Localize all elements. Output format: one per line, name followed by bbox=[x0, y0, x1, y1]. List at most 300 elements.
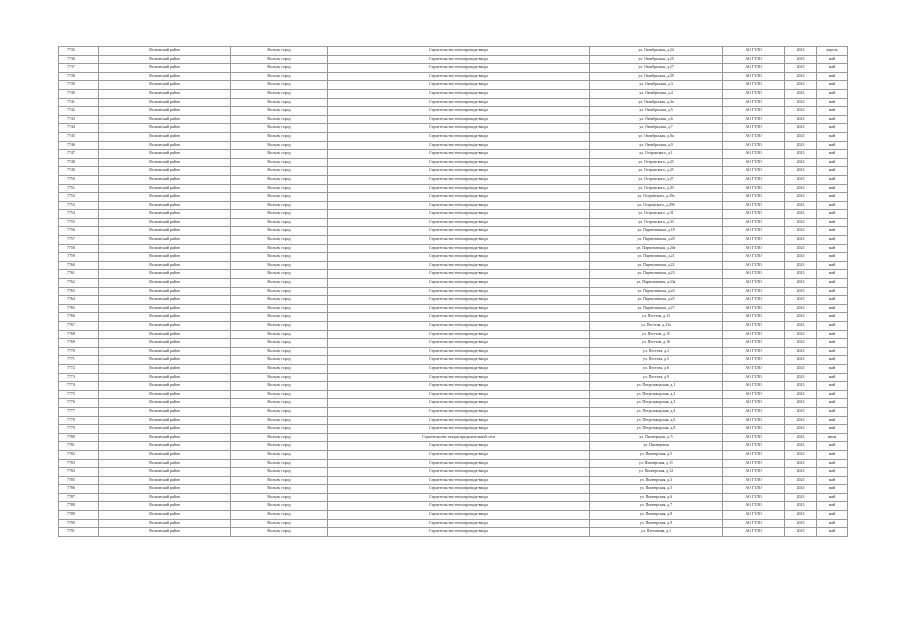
year-cell: 2023 bbox=[785, 433, 817, 442]
address-cell: ул. Пионерская, д.5 bbox=[590, 450, 723, 459]
work-type-cell: Строительство теплопровода-ввода bbox=[328, 55, 590, 64]
year-cell: 2023 bbox=[785, 158, 817, 167]
address-cell: ул. Островского, д.27 bbox=[590, 175, 723, 184]
settlement-cell: Волхов, город bbox=[231, 450, 328, 459]
address-cell: ул. Пионерская, д. 5 bbox=[590, 433, 723, 442]
address-cell: ул. Октябрьская, д.27 bbox=[590, 64, 723, 73]
settlement-cell: Волхов, город bbox=[231, 296, 328, 305]
table-row bbox=[59, 442, 848, 451]
settlement-cell: Волхов, город bbox=[231, 347, 328, 356]
work-type-cell: Строительство теплопровода-ввода bbox=[328, 339, 590, 348]
month-cell: май bbox=[817, 287, 848, 296]
year-cell: 2023 bbox=[785, 72, 817, 81]
district-cell: Волховский район bbox=[99, 72, 231, 81]
work-type-cell: Строительство теплопровода-ввода bbox=[328, 468, 590, 477]
district-cell: Волховский район bbox=[99, 493, 231, 502]
row-number: 7765 bbox=[59, 304, 99, 313]
work-type-cell: Строительство теплопровода-ввода bbox=[328, 227, 590, 236]
contractor-cell: АО ГТЛО bbox=[723, 115, 785, 124]
month-cell: май bbox=[817, 442, 848, 451]
table-row bbox=[59, 270, 848, 279]
district-cell: Волховский район bbox=[99, 450, 231, 459]
district-cell: Волховский район bbox=[99, 304, 231, 313]
settlement-cell: Волхов, город bbox=[231, 141, 328, 150]
settlement-cell: Волхов, город bbox=[231, 425, 328, 434]
month-cell: май bbox=[817, 270, 848, 279]
table-row bbox=[59, 425, 848, 434]
row-number: 7771 bbox=[59, 356, 99, 365]
work-type-cell: Строительство теплопровода-ввода bbox=[328, 124, 590, 133]
table-row bbox=[59, 227, 848, 236]
district-cell: Волховский район bbox=[99, 270, 231, 279]
settlement-cell: Волхов, город bbox=[231, 356, 328, 365]
contractor-cell: АО ГТЛО bbox=[723, 511, 785, 520]
table-row bbox=[59, 459, 848, 468]
year-cell: 2023 bbox=[785, 287, 817, 296]
month-cell: май bbox=[817, 141, 848, 150]
address-cell: ул. Пионерская, д.12 bbox=[590, 468, 723, 477]
contractor-cell: АО ГТЛО bbox=[723, 175, 785, 184]
month-cell: май bbox=[817, 124, 848, 133]
work-type-cell: Строительство теплопровода-ввода bbox=[328, 450, 590, 459]
month-cell: май bbox=[817, 81, 848, 90]
work-type-cell: Строительство теплопровода-ввода bbox=[328, 253, 590, 262]
table-row bbox=[59, 347, 848, 356]
work-type-cell: Строительство теплопровода-ввода bbox=[328, 459, 590, 468]
work-type-cell: Строительство теплопровода-ввода bbox=[328, 425, 590, 434]
table-row bbox=[59, 184, 848, 193]
address-cell: ул. Пестеля, д.15 bbox=[590, 330, 723, 339]
table-row bbox=[59, 364, 848, 373]
contractor-cell: АО ГТЛО bbox=[723, 313, 785, 322]
work-type-cell: Строительство теплопровода-ввода bbox=[328, 528, 590, 537]
contractor-cell: АО ГТЛО bbox=[723, 227, 785, 236]
table-row bbox=[59, 450, 848, 459]
district-cell: Волховский район bbox=[99, 519, 231, 528]
settlement-cell: Волхов, город bbox=[231, 175, 328, 184]
work-type-cell: Строительство теплопровода-ввода bbox=[328, 244, 590, 253]
row-number: 7774 bbox=[59, 382, 99, 391]
table-row bbox=[59, 47, 848, 56]
district-cell: Волховский район bbox=[99, 167, 231, 176]
row-number: 7764 bbox=[59, 296, 99, 305]
table-row bbox=[59, 150, 848, 159]
row-number: 7757 bbox=[59, 236, 99, 245]
year-cell: 2023 bbox=[785, 124, 817, 133]
table-row bbox=[59, 279, 848, 288]
settlement-cell: Волхов, город bbox=[231, 416, 328, 425]
address-cell: ул. Октябрьская, д.24 bbox=[590, 47, 723, 56]
works-table-body bbox=[59, 47, 848, 537]
work-type-cell: Строительство теплопровода-ввода bbox=[328, 364, 590, 373]
address-cell: ул. Октябрьская, д.25 bbox=[590, 55, 723, 64]
month-cell: май bbox=[817, 115, 848, 124]
contractor-cell: АО ГТЛО bbox=[723, 373, 785, 382]
year-cell: 2023 bbox=[785, 416, 817, 425]
work-type-cell: Строительство теплопровода-ввода bbox=[328, 218, 590, 227]
year-cell: 2023 bbox=[785, 330, 817, 339]
work-type-cell: Строительство теплопровода-ввода bbox=[328, 330, 590, 339]
work-type-cell: Строительство теплопровода-ввода bbox=[328, 193, 590, 202]
month-cell: май bbox=[817, 158, 848, 167]
contractor-cell: АО ГТЛО bbox=[723, 270, 785, 279]
table-row bbox=[59, 296, 848, 305]
district-cell: Волховский район bbox=[99, 313, 231, 322]
year-cell: 2023 bbox=[785, 236, 817, 245]
row-number: 7787 bbox=[59, 493, 99, 502]
year-cell: 2023 bbox=[785, 261, 817, 270]
year-cell: 2023 bbox=[785, 304, 817, 313]
contractor-cell: АО ГТЛО bbox=[723, 450, 785, 459]
address-cell: ул. Октябрьская, д.4 bbox=[590, 89, 723, 98]
district-cell: Волховский район bbox=[99, 468, 231, 477]
district-cell: Волховский район bbox=[99, 296, 231, 305]
month-cell: май bbox=[817, 210, 848, 219]
work-type-cell: Строительство теплопровода-ввода bbox=[328, 107, 590, 116]
address-cell: ул. Петрозаводская, д.1 bbox=[590, 382, 723, 391]
year-cell: 2023 bbox=[785, 450, 817, 459]
month-cell: май bbox=[817, 425, 848, 434]
district-cell: Волховский район bbox=[99, 175, 231, 184]
table-row bbox=[59, 485, 848, 494]
row-number: 7756 bbox=[59, 227, 99, 236]
settlement-cell: Волхов, город bbox=[231, 476, 328, 485]
work-type-cell: Строительство теплопровода-ввода bbox=[328, 270, 590, 279]
address-cell: ул. Пионерская, д.8 bbox=[590, 511, 723, 520]
address-cell: ул. Октябрьская, д.4а bbox=[590, 98, 723, 107]
month-cell: май bbox=[817, 150, 848, 159]
row-number: 7772 bbox=[59, 364, 99, 373]
month-cell: май bbox=[817, 356, 848, 365]
settlement-cell: Волхов, город bbox=[231, 89, 328, 98]
contractor-cell: АО ГТЛО bbox=[723, 261, 785, 270]
month-cell: июль bbox=[817, 433, 848, 442]
settlement-cell: Волхов, город bbox=[231, 304, 328, 313]
settlement-cell: Волхов, город bbox=[231, 364, 328, 373]
year-cell: 2023 bbox=[785, 210, 817, 219]
contractor-cell: АО ГТЛО bbox=[723, 304, 785, 313]
row-number: 7750 bbox=[59, 175, 99, 184]
district-cell: Волховский район bbox=[99, 132, 231, 141]
settlement-cell: Волхов, город bbox=[231, 193, 328, 202]
month-cell: май bbox=[817, 373, 848, 382]
row-number: 7759 bbox=[59, 253, 99, 262]
district-cell: Волховский район bbox=[99, 227, 231, 236]
work-type-cell: Строительство теплопровода-ввода bbox=[328, 98, 590, 107]
district-cell: Волховский район bbox=[99, 322, 231, 331]
contractor-cell: АО ГТЛО bbox=[723, 72, 785, 81]
address-cell: ул. Островского, д.29а bbox=[590, 193, 723, 202]
work-type-cell: Строительство теплопровода-ввода bbox=[328, 373, 590, 382]
contractor-cell: АО ГТЛО bbox=[723, 339, 785, 348]
settlement-cell: Волхов, город bbox=[231, 407, 328, 416]
table-row bbox=[59, 528, 848, 537]
work-type-cell: Строительство теплопровода-ввода bbox=[328, 89, 590, 98]
month-cell: май bbox=[817, 330, 848, 339]
work-type-cell: Строительство теплопровода-ввода bbox=[328, 322, 590, 331]
address-cell: ул. Партизанская, д.25 bbox=[590, 296, 723, 305]
row-number: 7788 bbox=[59, 502, 99, 511]
year-cell: 2023 bbox=[785, 253, 817, 262]
year-cell: 2023 bbox=[785, 459, 817, 468]
row-number: 7744 bbox=[59, 124, 99, 133]
address-cell: ул. Партизанская, д.21 bbox=[590, 253, 723, 262]
contractor-cell: АО ГТЛО bbox=[723, 519, 785, 528]
contractor-cell: АО ГТЛО bbox=[723, 236, 785, 245]
month-cell: май bbox=[817, 201, 848, 210]
address-cell: ул. Островского, д.23 bbox=[590, 158, 723, 167]
table-row bbox=[59, 373, 848, 382]
year-cell: 2023 bbox=[785, 485, 817, 494]
row-number: 7777 bbox=[59, 407, 99, 416]
year-cell: 2023 bbox=[785, 407, 817, 416]
district-cell: Волховский район bbox=[99, 416, 231, 425]
table-row bbox=[59, 244, 848, 253]
row-number: 7754 bbox=[59, 210, 99, 219]
year-cell: 2023 bbox=[785, 244, 817, 253]
table-row bbox=[59, 124, 848, 133]
contractor-cell: АО ГТЛО bbox=[723, 132, 785, 141]
address-cell: ул. Петрозаводская, д.8 bbox=[590, 425, 723, 434]
month-cell: май bbox=[817, 98, 848, 107]
table-row bbox=[59, 493, 848, 502]
row-number: 7769 bbox=[59, 339, 99, 348]
year-cell: 2023 bbox=[785, 184, 817, 193]
settlement-cell: Волхов, город bbox=[231, 330, 328, 339]
row-number: 7781 bbox=[59, 442, 99, 451]
work-type-cell: Строительство теплопровода-ввода bbox=[328, 407, 590, 416]
work-type-cell: Строительство газораспределительной сети bbox=[328, 433, 590, 442]
address-cell: ул. Островского, д.25 bbox=[590, 167, 723, 176]
district-cell: Волховский район bbox=[99, 356, 231, 365]
settlement-cell: Волхов, город bbox=[231, 485, 328, 494]
settlement-cell: Волхов, город bbox=[231, 382, 328, 391]
settlement-cell: Волхов, город bbox=[231, 107, 328, 116]
table-row bbox=[59, 407, 848, 416]
work-type-cell: Строительство теплопровода-ввода bbox=[328, 261, 590, 270]
month-cell: май bbox=[817, 296, 848, 305]
work-type-cell: Строительство теплопровода-ввода bbox=[328, 511, 590, 520]
row-number: 7789 bbox=[59, 511, 99, 520]
settlement-cell: Волхов, город bbox=[231, 72, 328, 81]
work-type-cell: Строительство теплопровода-ввода bbox=[328, 416, 590, 425]
district-cell: Волховский район bbox=[99, 399, 231, 408]
row-number: 7742 bbox=[59, 107, 99, 116]
year-cell: 2023 bbox=[785, 55, 817, 64]
settlement-cell: Волхов, город bbox=[231, 201, 328, 210]
settlement-cell: Волхов, город bbox=[231, 132, 328, 141]
row-number: 7762 bbox=[59, 279, 99, 288]
district-cell: Волховский район bbox=[99, 511, 231, 520]
table-row bbox=[59, 511, 848, 520]
settlement-cell: Волхов, город bbox=[231, 236, 328, 245]
contractor-cell: АО ГТЛО bbox=[723, 287, 785, 296]
row-number: 7766 bbox=[59, 313, 99, 322]
month-cell: май bbox=[817, 175, 848, 184]
year-cell: 2023 bbox=[785, 218, 817, 227]
address-cell: ул. Партизанская, д.20 bbox=[590, 236, 723, 245]
settlement-cell: Волхов, город bbox=[231, 98, 328, 107]
month-cell: май bbox=[817, 55, 848, 64]
contractor-cell: АО ГТЛО bbox=[723, 399, 785, 408]
address-cell: ул. Октябрьская, д.7 bbox=[590, 124, 723, 133]
work-type-cell: Строительство теплопровода-ввода bbox=[328, 141, 590, 150]
contractor-cell: АО ГТЛО bbox=[723, 407, 785, 416]
document-page bbox=[58, 46, 847, 537]
address-cell: ул. Партизанская, д.18 bbox=[590, 227, 723, 236]
district-cell: Волховский район bbox=[99, 407, 231, 416]
month-cell: май bbox=[817, 528, 848, 537]
month-cell: май bbox=[817, 476, 848, 485]
work-type-cell: Строительство теплопровода-ввода bbox=[328, 210, 590, 219]
address-cell: ул. Петрозаводская, д.4 bbox=[590, 407, 723, 416]
address-cell: ул. Пестеля, д.13 bbox=[590, 313, 723, 322]
district-cell: Волховский район bbox=[99, 98, 231, 107]
address-cell: ул. Островского, д.33 bbox=[590, 218, 723, 227]
month-cell: май bbox=[817, 416, 848, 425]
month-cell: май bbox=[817, 253, 848, 262]
month-cell: май bbox=[817, 64, 848, 73]
month-cell: май bbox=[817, 468, 848, 477]
table-row bbox=[59, 339, 848, 348]
work-type-cell: Строительство теплопровода-ввода bbox=[328, 399, 590, 408]
address-cell: ул. Пионерская, д.11 bbox=[590, 459, 723, 468]
district-cell: Волховский район bbox=[99, 201, 231, 210]
row-number: 7760 bbox=[59, 261, 99, 270]
contractor-cell: АО ГТЛО bbox=[723, 47, 785, 56]
row-number: 7749 bbox=[59, 167, 99, 176]
table-row bbox=[59, 193, 848, 202]
address-cell: ул. Партизанская, д.22 bbox=[590, 261, 723, 270]
contractor-cell: АО ГТЛО bbox=[723, 476, 785, 485]
district-cell: Волховский район bbox=[99, 150, 231, 159]
month-cell: май bbox=[817, 279, 848, 288]
district-cell: Волховский район bbox=[99, 193, 231, 202]
year-cell: 2023 bbox=[785, 364, 817, 373]
row-number: 7791 bbox=[59, 528, 99, 537]
district-cell: Волховский район bbox=[99, 287, 231, 296]
contractor-cell: АО ГТЛО bbox=[723, 193, 785, 202]
year-cell: 2023 bbox=[785, 193, 817, 202]
work-type-cell: Строительство теплопровода-ввода bbox=[328, 81, 590, 90]
year-cell: 2023 bbox=[785, 373, 817, 382]
month-cell: май bbox=[817, 244, 848, 253]
contractor-cell: АО ГТЛО bbox=[723, 64, 785, 73]
address-cell: ул. Партизанская, д.24 bbox=[590, 287, 723, 296]
table-row bbox=[59, 218, 848, 227]
settlement-cell: Волхов, город bbox=[231, 502, 328, 511]
year-cell: 2023 bbox=[785, 296, 817, 305]
settlement-cell: Волхов, город bbox=[231, 55, 328, 64]
year-cell: 2023 bbox=[785, 175, 817, 184]
year-cell: 2023 bbox=[785, 107, 817, 116]
contractor-cell: АО ГТЛО bbox=[723, 184, 785, 193]
district-cell: Волховский район bbox=[99, 124, 231, 133]
settlement-cell: Волхов, город bbox=[231, 210, 328, 219]
work-type-cell: Строительство теплопровода-ввода bbox=[328, 476, 590, 485]
year-cell: 2023 bbox=[785, 270, 817, 279]
month-cell: май bbox=[817, 184, 848, 193]
year-cell: 2023 bbox=[785, 64, 817, 73]
month-cell: май bbox=[817, 72, 848, 81]
settlement-cell: Волхов, город bbox=[231, 399, 328, 408]
table-row bbox=[59, 132, 848, 141]
address-cell: ул. Пионерская, д.6 bbox=[590, 493, 723, 502]
row-number: 7751 bbox=[59, 184, 99, 193]
year-cell: 2023 bbox=[785, 519, 817, 528]
month-cell: май bbox=[817, 450, 848, 459]
table-row bbox=[59, 115, 848, 124]
table-row bbox=[59, 253, 848, 262]
work-type-cell: Строительство теплопровода-ввода bbox=[328, 47, 590, 56]
contractor-cell: АО ГТЛО bbox=[723, 141, 785, 150]
work-type-cell: Строительство теплопровода-ввода bbox=[328, 382, 590, 391]
month-cell: май bbox=[817, 107, 848, 116]
table-row bbox=[59, 55, 848, 64]
settlement-cell: Волхов, город bbox=[231, 313, 328, 322]
settlement-cell: Волхов, город bbox=[231, 511, 328, 520]
year-cell: 2023 bbox=[785, 528, 817, 537]
address-cell: ул. Пионерская, д.5 bbox=[590, 485, 723, 494]
district-cell: Волховский район bbox=[99, 528, 231, 537]
contractor-cell: АО ГТЛО bbox=[723, 201, 785, 210]
district-cell: Волховский район bbox=[99, 236, 231, 245]
contractor-cell: АО ГТЛО bbox=[723, 81, 785, 90]
row-number: 7755 bbox=[59, 218, 99, 227]
district-cell: Волховский район bbox=[99, 279, 231, 288]
settlement-cell: Волхов, город bbox=[231, 270, 328, 279]
work-type-cell: Строительство теплопровода-ввода bbox=[328, 442, 590, 451]
month-cell: май bbox=[817, 347, 848, 356]
work-type-cell: Строительство теплопровода-ввода bbox=[328, 64, 590, 73]
contractor-cell: АО ГТЛО bbox=[723, 347, 785, 356]
work-type-cell: Строительство теплопровода-ввода bbox=[328, 279, 590, 288]
row-number: 7770 bbox=[59, 347, 99, 356]
district-cell: Волховский район bbox=[99, 425, 231, 434]
settlement-cell: Волхов, город bbox=[231, 150, 328, 159]
contractor-cell: АО ГТЛО bbox=[723, 433, 785, 442]
row-number: 7738 bbox=[59, 72, 99, 81]
row-number: 7747 bbox=[59, 150, 99, 159]
row-number: 7790 bbox=[59, 519, 99, 528]
settlement-cell: Волхов, город bbox=[231, 261, 328, 270]
table-row bbox=[59, 502, 848, 511]
table-row bbox=[59, 399, 848, 408]
table-row bbox=[59, 476, 848, 485]
year-cell: 2023 bbox=[785, 98, 817, 107]
table-row bbox=[59, 313, 848, 322]
work-type-cell: Строительство теплопровода-ввода bbox=[328, 184, 590, 193]
table-row bbox=[59, 167, 848, 176]
district-cell: Волховский район bbox=[99, 261, 231, 270]
address-cell: ул. Партизанская, д.23а bbox=[590, 279, 723, 288]
address-cell: ул. Партизанская, д.20а bbox=[590, 244, 723, 253]
address-cell: ул. Октябрьская, д.3 bbox=[590, 81, 723, 90]
district-cell: Волховский район bbox=[99, 476, 231, 485]
table-row bbox=[59, 89, 848, 98]
contractor-cell: АО ГТЛО bbox=[723, 364, 785, 373]
month-cell: май bbox=[817, 227, 848, 236]
address-cell: ул. Островского, д.1 bbox=[590, 150, 723, 159]
settlement-cell: Волхов, город bbox=[231, 184, 328, 193]
table-row bbox=[59, 175, 848, 184]
month-cell: май bbox=[817, 167, 848, 176]
table-row bbox=[59, 236, 848, 245]
row-number: 7735 bbox=[59, 47, 99, 56]
row-number: 7748 bbox=[59, 158, 99, 167]
table-row bbox=[59, 287, 848, 296]
row-number: 7737 bbox=[59, 64, 99, 73]
